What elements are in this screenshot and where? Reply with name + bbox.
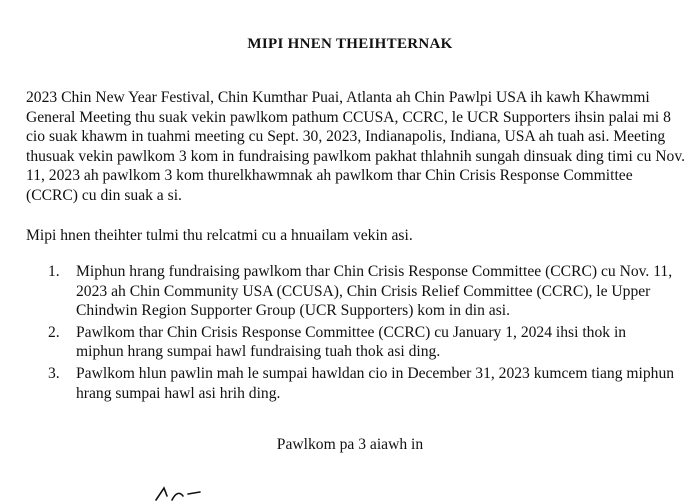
list-item-text: Pawlkom thar Chin Crisis Response Committee (CCRC) cu January 1, 2024 ihsi thok in miphun hrang sumpai hawl fundraising tuah thok asi ding.	[76, 323, 627, 361]
list-item-number: 1.	[48, 263, 60, 280]
list-item-number: 3.	[48, 364, 60, 382]
list-item-text: Miphun hrang fundraising pawlkom thar Chin Crisis Response Committee (CCRC) cu Nov. 11, 2023 ah Chin Community USA (CCUSA), Chin Crisis Relief Committee (CCRC), le Upper Chindwin Region Supporter Group (UCR Supporters) kom in din asi.	[76, 263, 673, 320]
list-item	[0, 262, 676, 321]
resolution-list	[0, 262, 700, 405]
document-title: MIPI HNEN THEIHTERNAK	[247, 36, 453, 52]
intro-paragraph: 2023 Chin New Year Festival, Chin Kumthar Puai, Atlanta ah Chin Pawlpi USA ih kawh Khawmmi General Meeting thu suak vekin pawlkom pathum CCUSA, CCRC, le UCR Supporters ihsin palai mi 8 cio suak khawm in tuahmi meeting cu Sept. 30, 2023, Indianapolis, Indiana, USA ah tuah asi. Meeting thusuak vekin pawlkom 3 kom in fundraising pawlkom pakhat thlahnih sungah dinsuak ding timi cu Nov. 11, 2023 ah pawlkom 3 kom thurelkhawmnak ah pawlkom thar Chin Crisis Response Committee (CCRC) cu din suak a si.	[26, 89, 686, 204]
list-item-number: 2.	[48, 323, 60, 341]
list-item	[0, 364, 676, 403]
summary-paragraph: Mipi hnen theihter tulmi thu relcatmi cu a hnuailam vekin asi.	[26, 227, 413, 244]
signature-mark	[150, 482, 230, 502]
list-item-text: Pawlkom hlun pawlin mah le sumpai hawldan cio in December 31, 2023 kumcem tiang miphun hrang sumpai hawl asi hrih ding.	[76, 364, 675, 402]
closing-line: Pawlkom pa 3 aiawh in	[276, 436, 424, 453]
list-item	[0, 323, 676, 362]
